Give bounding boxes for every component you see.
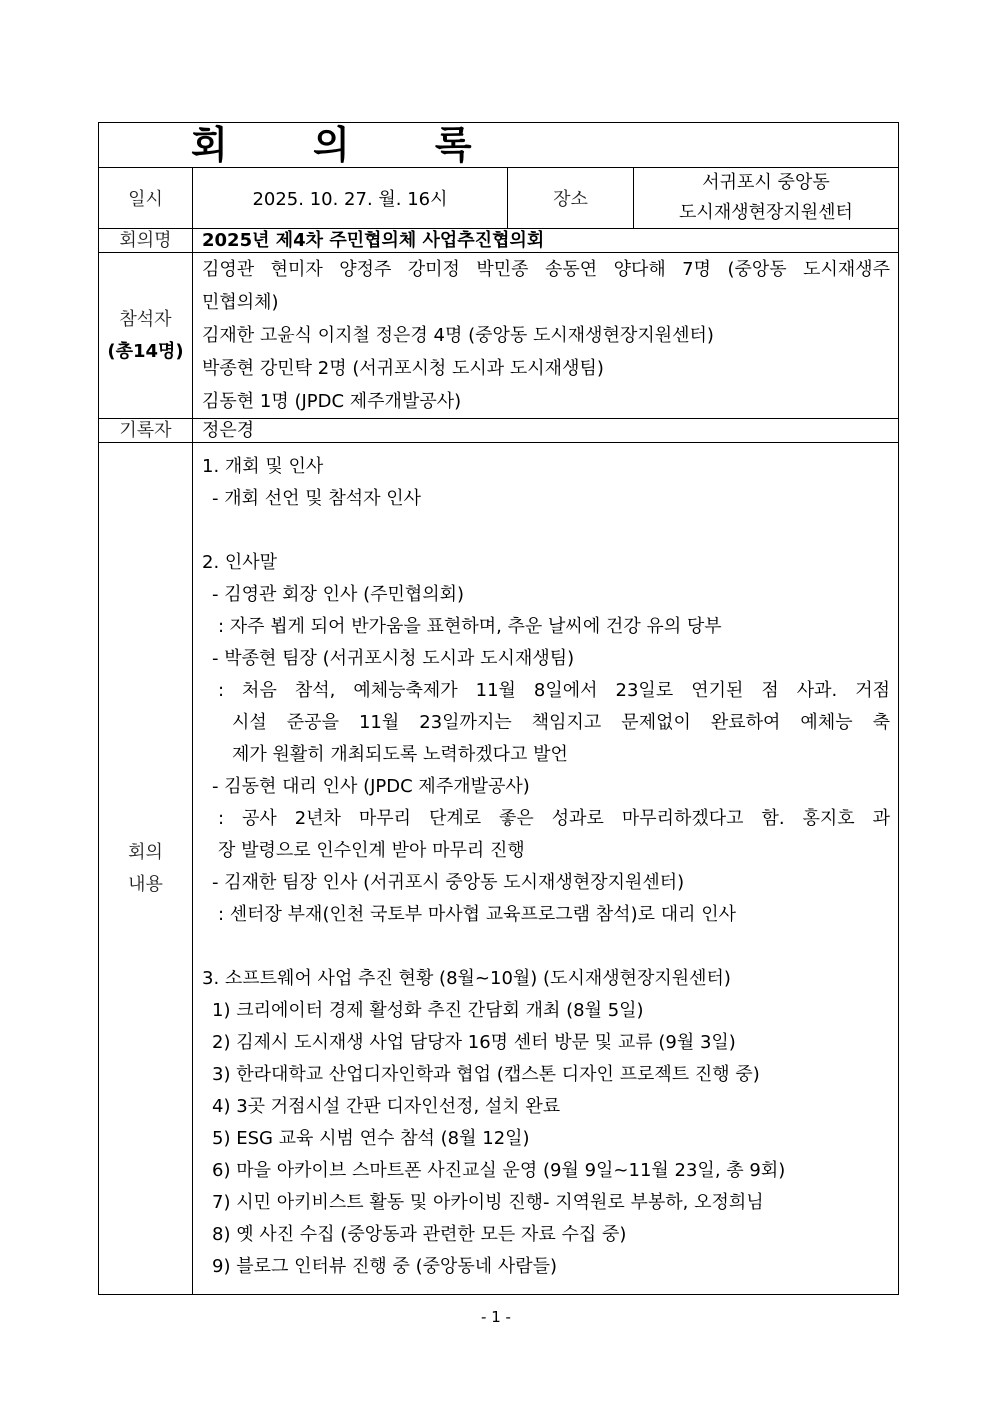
meeting-content: [193, 443, 899, 1295]
list-item: 9) 블로그 인터뷰 진행 중 (중앙동네 사람들): [212, 1256, 558, 1277]
content-label-1: 회의: [128, 841, 163, 863]
place-line-1: 서귀포시 중앙동: [702, 172, 830, 193]
attendees-line: 민협의체): [202, 292, 279, 313]
list-item: 3) 한라대학교 산업디자인학과 협업 (캡스톤 디자인 프로젝트 진행 중): [212, 1064, 760, 1085]
list-item: 4) 3곳 거점시설 간판 디자인선정, 설치 완료: [212, 1096, 561, 1117]
section-1-title: 1. 개회 및 인사: [202, 456, 324, 477]
section-1-item: - 개회 선언 및 참석자 인사: [212, 488, 421, 509]
greeting-detail: 제가 원활히 개최되도록 노력하겠다고 발언: [232, 744, 568, 765]
attendees-line: 김동현 1명 (JPDC 제주개발공사): [202, 391, 462, 412]
minutes-table: [98, 122, 899, 1295]
date-label: 일시: [99, 168, 193, 229]
list-item: 5) ESG 교육 시범 연수 참석 (8월 12일): [212, 1128, 530, 1149]
meeting-minutes-document: [98, 122, 898, 1295]
meeting-name-label: 회의명: [99, 229, 193, 253]
greeting-detail: 시설 준공을 11월 23일까지는 책임지고 문제없이 완료하여 예체능 축: [232, 712, 890, 733]
attendees-list: [193, 253, 899, 419]
attendees-label: 참석자: [119, 308, 172, 330]
attendees-line: 김영관 현미자 양정주 강미정 박민종 송동연 양다해 7명 (중앙동 도시재생주: [202, 259, 890, 280]
content-label-cell: [99, 443, 193, 1295]
list-item: 8) 옛 사진 수집 (중앙동과 관련한 모든 자료 수집 중): [212, 1224, 627, 1245]
meeting-name-value: 2025년 제4차 주민협의체 사업추진협의회: [193, 229, 899, 253]
spacer: [202, 931, 890, 963]
greeting-detail: 장 발령으로 인수인계 받아 마무리 진행: [218, 840, 525, 861]
place-value: [634, 168, 899, 229]
place-label: 장소: [508, 168, 634, 229]
greeting-detail: : 처음 참석, 예체능축제가 11월 8일에서 23일로 연기된 점 사과. 거점: [218, 680, 890, 701]
greeting-detail: : 공사 2년차 마무리 단계로 좋은 성과로 마무리하겠다고 함. 홍지호 과: [218, 808, 890, 829]
title-cell: [99, 123, 899, 168]
page-number: - 1 -: [481, 1308, 511, 1326]
section-3-title: 3. 소프트웨어 사업 추진 현황 (8월~10월) (도시재생현장지원센터): [202, 968, 731, 989]
greeting-item: - 김재한 팀장 인사 (서귀포시 중앙동 도시재생현장지원센터): [212, 872, 685, 893]
attendees-line: 박종현 강민탁 2명 (서귀포시청 도시과 도시재생팀): [202, 358, 604, 379]
greeting-item: - 박종현 팀장 (서귀포시청 도시과 도시재생팀): [212, 648, 575, 669]
section-2-title: 2. 인사말: [202, 552, 278, 573]
spacer: [202, 515, 890, 547]
list-item: 6) 마을 아카이브 스마트폰 사진교실 운영 (9월 9일~11월 23일, 총 9회): [212, 1160, 786, 1181]
recorder-value: 정은경: [193, 419, 899, 443]
attendees-total: (총14명): [107, 340, 184, 362]
place-line-2: 도시재생현장지원센터: [679, 202, 853, 223]
content-label-2: 내용: [128, 873, 163, 895]
greeting-item: - 김영관 회장 인사 (주민협의회): [212, 584, 465, 605]
date-value: 2025. 10. 27. 월. 16시: [193, 168, 508, 229]
list-item: 7) 시민 아키비스트 활동 및 아카이빙 진행- 지역원로 부봉하, 오정희님: [212, 1192, 764, 1213]
greeting-item: - 김동현 대리 인사 (JPDC 제주개발공사): [212, 776, 530, 797]
document-title: 회 의 록: [191, 123, 508, 167]
list-item: 2) 김제시 도시재생 사업 담당자 16명 센터 방문 및 교류 (9월 3일): [212, 1032, 736, 1053]
recorder-label: 기록자: [99, 419, 193, 443]
greeting-detail: : 센터장 부재(인천 국토부 마사협 교육프로그램 참석)로 대리 인사: [218, 904, 736, 925]
attendees-label-cell: [99, 253, 193, 419]
greeting-detail: : 자주 뵙게 되어 반가움을 표현하며, 추운 날씨에 건강 유의 당부: [218, 616, 722, 637]
attendees-line: 김재한 고윤식 이지철 정은경 4명 (중앙동 도시재생현장지원센터): [202, 325, 714, 346]
list-item: 1) 크리에이터 경제 활성화 추진 간담회 개최 (8월 5일): [212, 1000, 644, 1021]
